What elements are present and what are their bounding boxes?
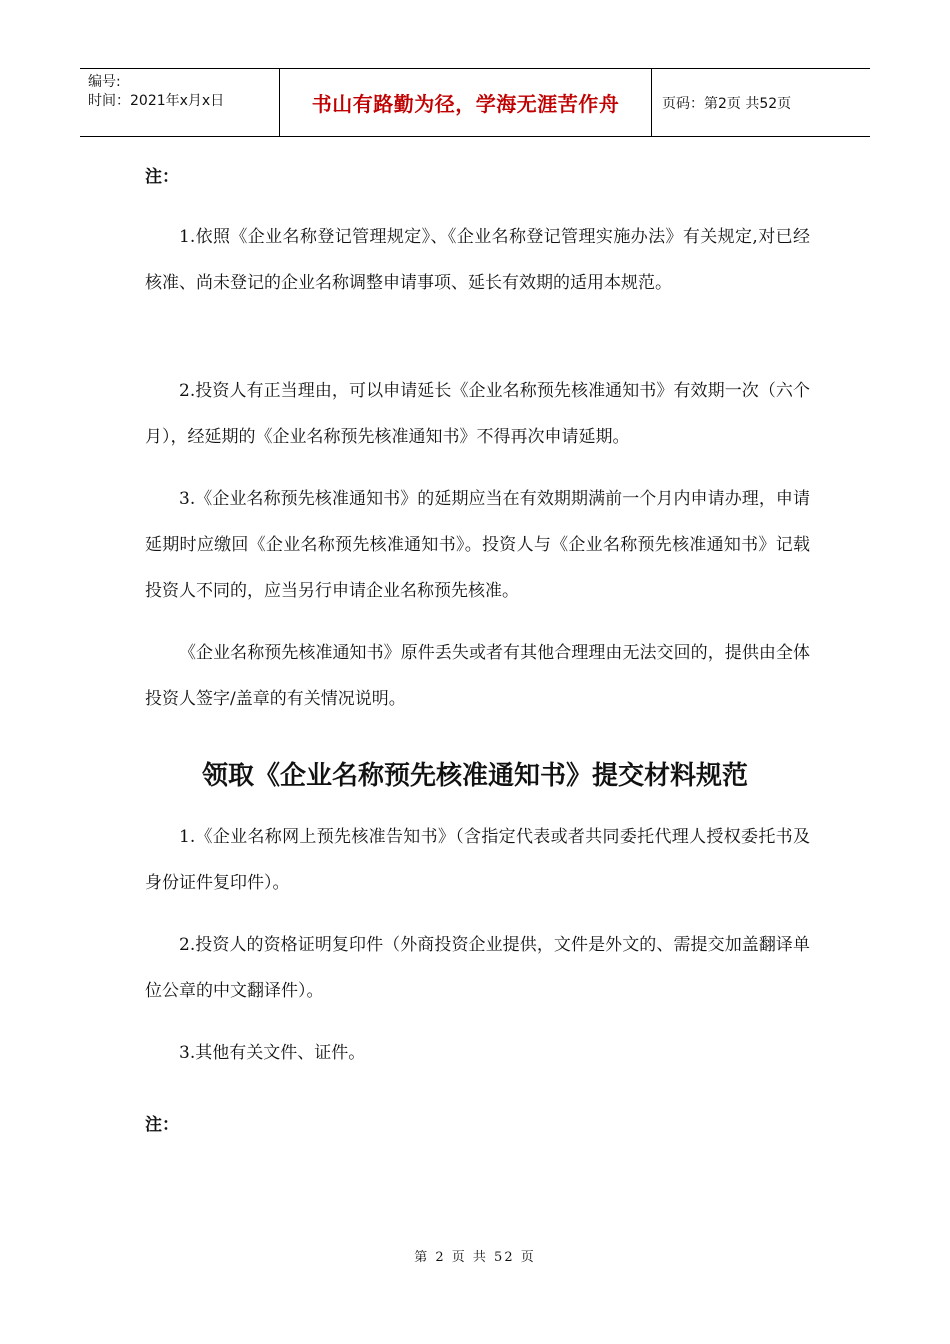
paragraph: 2.投资人有正当理由，可以申请延长《企业名称预先核准通知书》有效期一次（六个月），经延期的《企业名称预先核准通知书》不得再次申请延期。 bbox=[145, 381, 810, 447]
page-footer: 第 2 页 共 52 页 bbox=[414, 1250, 536, 1265]
section-title: 领取《企业名称预先核准通知书》提交材料规范 bbox=[201, 761, 748, 791]
header-meta bbox=[80, 69, 280, 136]
paragraph: 3.其他有关文件、证件。 bbox=[179, 1043, 366, 1063]
note-label: 注： bbox=[145, 1115, 179, 1135]
paragraph: 2.投资人的资格证明复印件（外商投资企业提供，文件是外文的、需提交加盖翻译单位公章的中文翻译件）。 bbox=[145, 935, 810, 1001]
note-label: 注： bbox=[145, 167, 179, 187]
paragraph: 《企业名称预先核准通知书》原件丢失或者有其他合理理由无法交回的，提供由全体投资人签字/盖章的有关情况说明。 bbox=[145, 643, 810, 709]
number-label: 编号: bbox=[88, 74, 121, 90]
time-label: 时间：2021年x月x日 bbox=[88, 93, 225, 109]
page-header bbox=[80, 68, 870, 137]
header-motto: 书山有路勤为径，学海无涯苦作舟 bbox=[280, 69, 652, 136]
header-page-info: 页码：第2页 共52页 bbox=[662, 95, 792, 112]
paragraph: 1.《企业名称网上预先核准告知书》（含指定代表或者共同委托代理人授权委托书及身份证件复印件）。 bbox=[145, 827, 810, 893]
paragraph: 1.依照《企业名称登记管理规定》、《企业名称登记管理实施办法》有关规定,对已经核准、尚未登记的企业名称调整申请事项、延长有效期的适用本规范。 bbox=[145, 227, 810, 293]
paragraph: 3.《企业名称预先核准通知书》的延期应当在有效期期满前一个月内申请办理，申请延期时应缴回《企业名称预先核准通知书》。投资人与《企业名称预先核准通知书》记载投资人不同的，应当另行申请企业名称预先核准。 bbox=[145, 489, 810, 601]
